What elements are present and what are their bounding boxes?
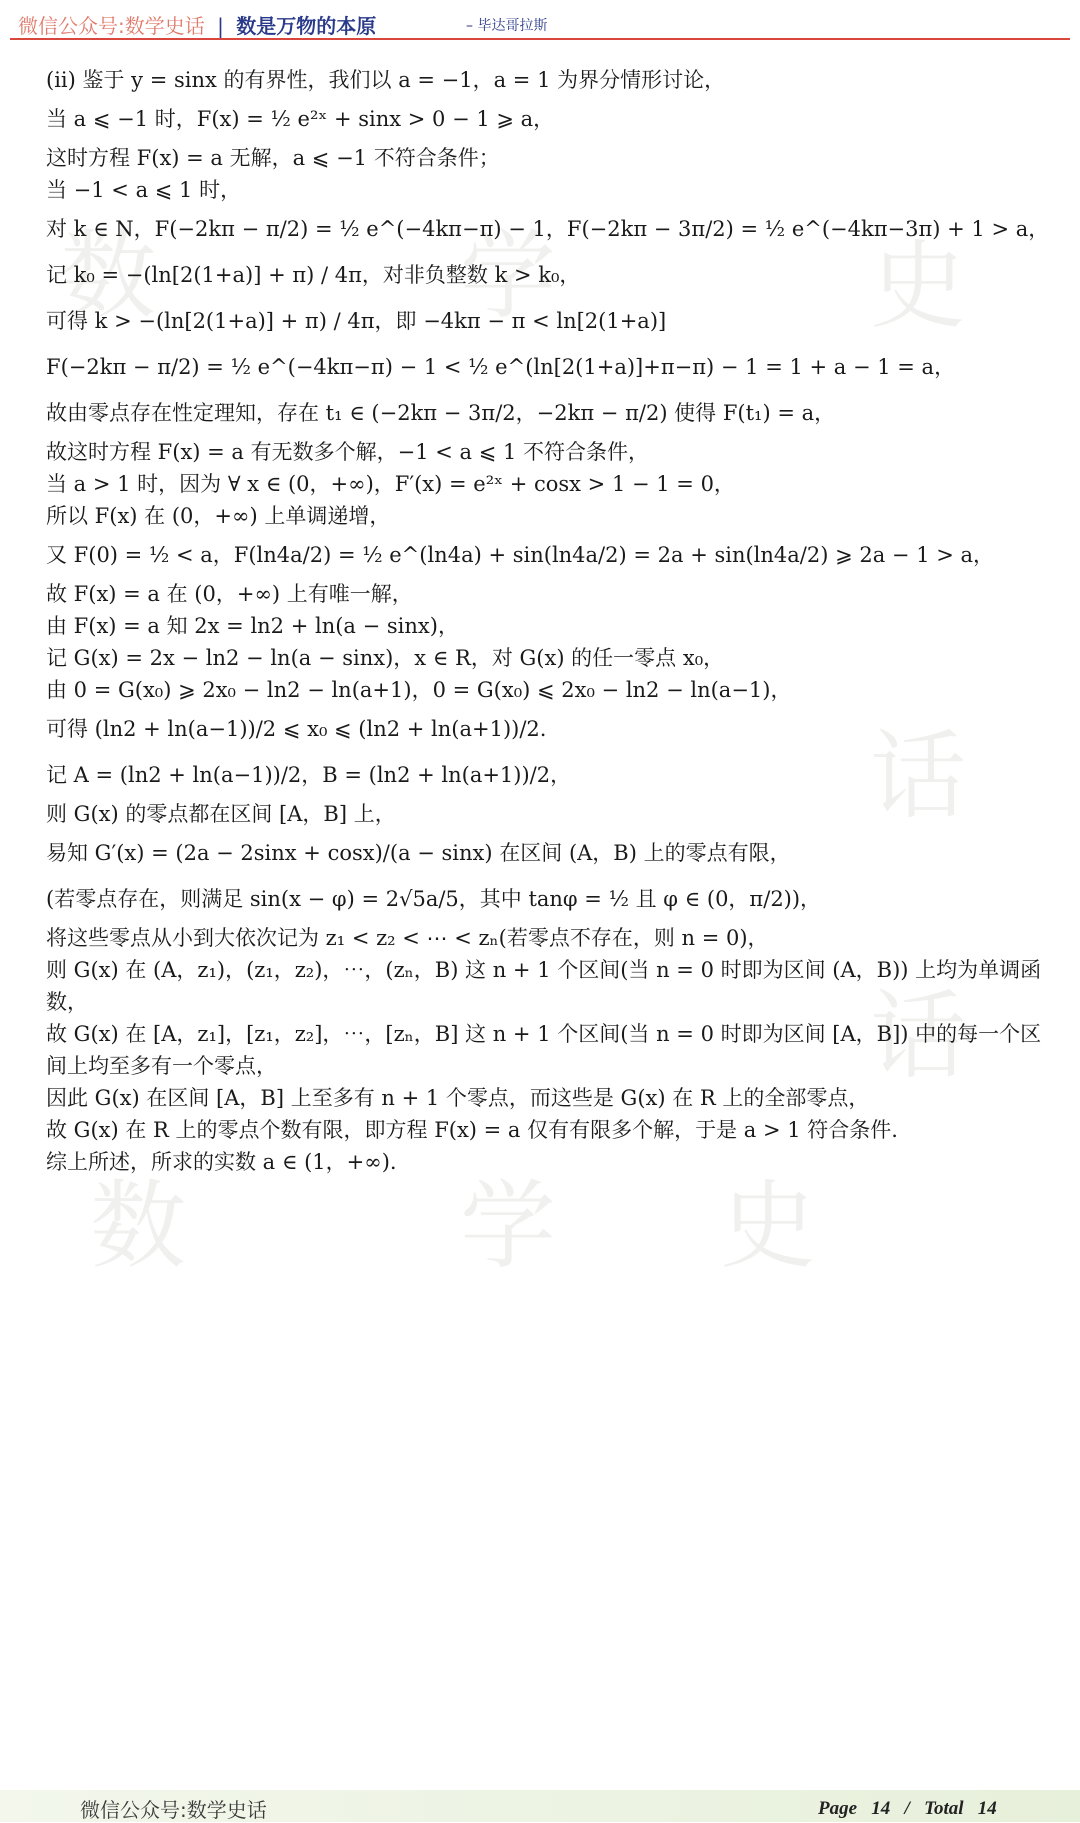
- text-line: 又 F(0) = ½ < a，F(ln4a/2) = ½ e^(ln4a) + sin(ln4a/2) = 2a + sin(ln4a/2) ⩾ 2a − 1 > a，: [46, 543, 995, 567]
- watermark-char: 话: [870, 980, 966, 1092]
- header-rule: [10, 38, 1070, 40]
- header-separator: |: [217, 14, 224, 38]
- watermark-char: 学: [460, 220, 556, 332]
- solution-body: [46, 64, 1050, 1178]
- text-line: 由 0 = G(x₀) ⩾ 2x₀ − ln2 − ln(a+1)，0 = G(x₀) ⩽ 2x₀ − ln2 − ln(a−1)，: [46, 678, 792, 702]
- text-line: 故 G(x) 在 [A，z₁]，[z₁，z₂]，⋯，[zₙ，B] 这 n + 1 个区间(当 n = 0 时即为区间 [A，B]) 中的每一个区间上均至多有一个零点，: [46, 1022, 1042, 1078]
- text-line: 当 a ⩽ −1 时，F(x) = ½ e²ˣ + sinx > 0 − 1 ⩾ a，: [46, 107, 555, 131]
- text-line: (ii) 鉴于 y = sinx 的有界性，我们以 a = −1，a = 1 为界分情形讨论，: [46, 68, 726, 92]
- text-line: 这时方程 F(x) = a 无解，a ⩽ −1 不符合条件；: [46, 146, 500, 170]
- text-line: 对 k ∈ N，F(−2kπ − π/2) = ½ e^(−4kπ−π) − 1，F(−2kπ − 3π/2) = ½ e^(−4kπ−3π) + 1 > a，: [46, 217, 1050, 241]
- text-line: 记 k₀ = −(ln[2(1+a)] + π) / 4π，对非负整数 k > k₀，: [46, 263, 581, 287]
- text-line: 故 G(x) 在 R 上的零点个数有限，即方程 F(x) = a 仅有有限多个解，于是 a > 1 符合条件.: [46, 1118, 898, 1142]
- text-line: 可得 k > −(ln[2(1+a)] + π) / 4π，即 −4kπ − π < ln[2(1+a)]: [46, 309, 667, 333]
- text-line: 故由零点存在性定理知，存在 t₁ ∈ (−2kπ − 3π/2，−2kπ − π/2) 使得 F(t₁) = a，: [46, 401, 836, 425]
- text-line: 故这时方程 F(x) = a 有无数多个解，−1 < a ⩽ 1 不符合条件，: [46, 440, 650, 464]
- page-label: Page: [818, 1798, 858, 1819]
- header-left: [18, 10, 376, 39]
- text-line: 故 F(x) = a 在 (0，+∞) 上有唯一解，: [46, 582, 413, 606]
- text-line: 当 −1 < a ⩽ 1 时，: [46, 178, 242, 202]
- header-title: 数是万物的本原: [236, 14, 377, 38]
- page-number: 14: [871, 1798, 891, 1819]
- watermark-char: 数: [60, 220, 156, 332]
- text-line: (若零点存在，则满足 sin(x − φ) = 2√5a/5，其中 tanφ = ½ 且 φ ∈ (0，π/2))，: [46, 887, 822, 911]
- page-footer: [0, 1790, 1080, 1822]
- page-indicator: [818, 1798, 997, 1820]
- text-line: 记 G(x) = 2x − ln2 − ln(a − sinx)，x ∈ R，对 G(x) 的任一零点 x₀，: [46, 646, 725, 670]
- watermark-char: 史: [870, 230, 966, 342]
- header-account: 微信公众号:数学史话: [18, 14, 205, 38]
- watermark-char: 学: [460, 1170, 556, 1282]
- text-line: 易知 G′(x) = (2a − 2sinx + cosx)/(a − sinx) 在区间 (A，B) 上的零点有限，: [46, 841, 791, 865]
- footer-brand: 微信公众号:数学史话: [80, 1798, 267, 1822]
- text-line: 将这些零点从小到大依次记为 z₁ < z₂ < ⋯ < zₙ(若零点不存在，则 n = 0)，: [46, 926, 769, 950]
- text-line: 因此 G(x) 在区间 [A，B] 上至多有 n + 1 个零点，而这些是 G(x) 在 R 上的全部零点，: [46, 1086, 870, 1110]
- text-line: 可得 (ln2 + ln(a−1))/2 ⩽ x₀ ⩽ (ln2 + ln(a+1))/2.: [46, 717, 547, 741]
- text-line: 当 a > 1 时，因为 ∀ x ∈ (0，+∞)，F′(x) = e²ˣ + cosx > 1 − 1 = 0，: [46, 472, 735, 496]
- text-line: 综上所述，所求的实数 a ∈ (1，+∞).: [46, 1150, 397, 1174]
- text-line: 则 G(x) 的零点都在区间 [A，B] 上，: [46, 802, 396, 826]
- text-line: 记 A = (ln2 + ln(a−1))/2，B = (ln2 + ln(a+1))/2，: [46, 763, 572, 787]
- page-slash: /: [904, 1798, 910, 1819]
- header-quote-author: – 毕达哥拉斯: [466, 18, 548, 34]
- text-line: 由 F(x) = a 知 2x = ln2 + ln(a − sinx)，: [46, 614, 459, 638]
- watermark-char: 话: [870, 720, 966, 832]
- watermark-char: 数: [90, 1170, 186, 1282]
- page-header: [0, 0, 1080, 44]
- watermark-char: 史: [720, 1170, 816, 1282]
- text-line: 则 G(x) 在 (A，z₁)，(z₁，z₂)，⋯，(zₙ，B) 这 n + 1 个区间(当 n = 0 时即为区间 (A，B)) 上均为单调函数，: [46, 958, 1042, 1014]
- total-label: Total: [924, 1798, 964, 1819]
- text-line: F(−2kπ − π/2) = ½ e^(−4kπ−π) − 1 < ½ e^(ln[2(1+a)]+π−π) − 1 = 1 + a − 1 = a，: [46, 355, 956, 379]
- text-line: 所以 F(x) 在 (0，+∞) 上单调递增，: [46, 504, 391, 528]
- total-number: 14: [977, 1798, 997, 1819]
